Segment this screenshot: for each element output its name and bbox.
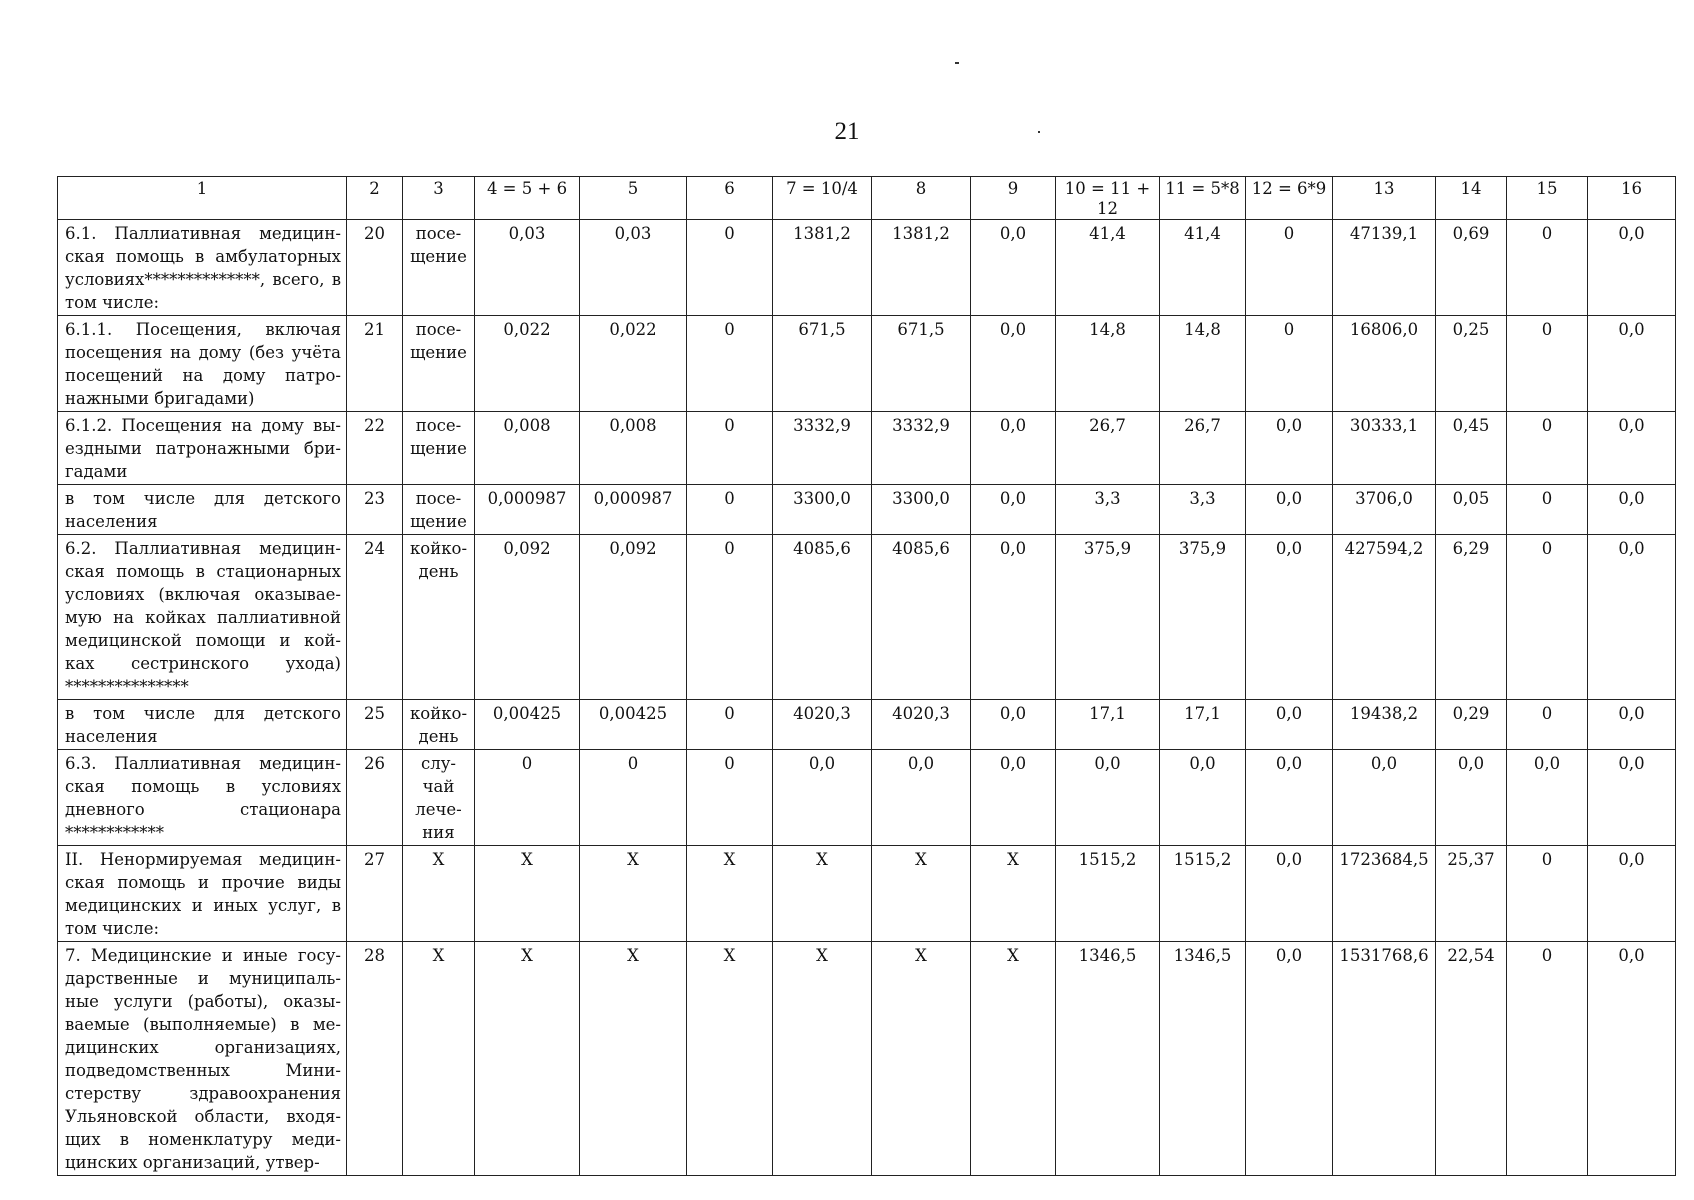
- table-cell: 0,008: [580, 412, 687, 485]
- table-cell: X: [580, 942, 687, 1176]
- row-description: 6.3. Паллиативная медицин-ская помощь в условиях дневного стационара ************: [58, 750, 347, 846]
- table-cell: 0: [1507, 535, 1588, 700]
- table-cell: 0,0: [1333, 750, 1436, 846]
- row-description: 6.1.1. Посещения, включая посещения на дому (без учёта посещений на дому патро-нажными бригадами): [58, 316, 347, 412]
- table-cell: X: [687, 846, 773, 942]
- table-cell: посе-щение: [403, 412, 475, 485]
- table-cell: 0,0: [1588, 846, 1676, 942]
- table-cell: 0,0: [872, 750, 971, 846]
- table-cell: 0,0: [773, 750, 872, 846]
- table-cell: 0,29: [1436, 700, 1507, 750]
- table-cell: 25,37: [1436, 846, 1507, 942]
- column-header: 13: [1333, 177, 1436, 220]
- table-cell: 0: [1246, 316, 1333, 412]
- table-cell: 26: [347, 750, 403, 846]
- table-cell: 26,7: [1056, 412, 1160, 485]
- table-cell: 0,05: [1436, 485, 1507, 535]
- table-cell: 3,3: [1056, 485, 1160, 535]
- table-cell: 0,0: [1436, 750, 1507, 846]
- scan-mark: [955, 62, 959, 64]
- table-cell: X: [475, 846, 580, 942]
- table-cell: койко-день: [403, 700, 475, 750]
- column-number-row: [58, 177, 1676, 220]
- row-description: 6.1. Паллиативная медицин-ская помощь в амбулаторных условиях**************, всего, в том числе:: [58, 220, 347, 316]
- table-cell: X: [475, 942, 580, 1176]
- table-cell: 0: [687, 412, 773, 485]
- table-cell: 0,0: [1246, 485, 1333, 535]
- table-cell: X: [687, 942, 773, 1176]
- table-cell: 27: [347, 846, 403, 942]
- table-cell: X: [971, 942, 1056, 1176]
- table-cell: X: [403, 942, 475, 1176]
- table-cell: 1381,2: [773, 220, 872, 316]
- table-cell: X: [773, 846, 872, 942]
- table-cell: 17,1: [1056, 700, 1160, 750]
- table-row: [58, 846, 1676, 942]
- table-cell: 4085,6: [872, 535, 971, 700]
- column-header: 16: [1588, 177, 1676, 220]
- column-header: 12 = 6*9: [1246, 177, 1333, 220]
- table-cell: 0,022: [580, 316, 687, 412]
- table-cell: 0,0: [1056, 750, 1160, 846]
- table-cell: 4085,6: [773, 535, 872, 700]
- table-cell: 4020,3: [773, 700, 872, 750]
- table-cell: 1346,5: [1056, 942, 1160, 1176]
- table-cell: посе-щение: [403, 316, 475, 412]
- table-cell: 0,0: [971, 316, 1056, 412]
- medical-care-cost-table: [57, 176, 1676, 1176]
- table-cell: 0,000987: [475, 485, 580, 535]
- table-cell: 0,0: [971, 750, 1056, 846]
- table-cell: 0,0: [1588, 700, 1676, 750]
- table-cell: 375,9: [1160, 535, 1246, 700]
- table-cell: 1531768,6: [1333, 942, 1436, 1176]
- table-cell: 0: [687, 535, 773, 700]
- column-header: 9: [971, 177, 1056, 220]
- table-cell: X: [971, 846, 1056, 942]
- table-cell: 19438,2: [1333, 700, 1436, 750]
- table-cell: 0: [687, 485, 773, 535]
- table-cell: 0,69: [1436, 220, 1507, 316]
- table-cell: 0: [687, 700, 773, 750]
- table-cell: 0,0: [1246, 846, 1333, 942]
- table-cell: 0,0: [1246, 700, 1333, 750]
- column-header: 10 = 11 + 12: [1056, 177, 1160, 220]
- table-cell: 0,000987: [580, 485, 687, 535]
- table-cell: 0,0: [1246, 535, 1333, 700]
- column-header: 14: [1436, 177, 1507, 220]
- column-header: 3: [403, 177, 475, 220]
- table-row: [58, 412, 1676, 485]
- table-cell: посе-щение: [403, 485, 475, 535]
- table-cell: 3300,0: [773, 485, 872, 535]
- table-cell: 0,022: [475, 316, 580, 412]
- column-header: 5: [580, 177, 687, 220]
- table-row: [58, 220, 1676, 316]
- table-cell: 14,8: [1056, 316, 1160, 412]
- table-cell: 1723684,5: [1333, 846, 1436, 942]
- table-cell: X: [773, 942, 872, 1176]
- table-cell: 21: [347, 316, 403, 412]
- table-cell: 0: [1507, 412, 1588, 485]
- table-row: [58, 942, 1676, 1176]
- table-cell: 26,7: [1160, 412, 1246, 485]
- table-cell: 0,0: [1160, 750, 1246, 846]
- table-cell: 0,00425: [580, 700, 687, 750]
- table-cell: X: [403, 846, 475, 942]
- table-cell: 375,9: [1056, 535, 1160, 700]
- table-cell: 0: [475, 750, 580, 846]
- row-description: II. Ненормируемая медицин-ская помощь и прочие виды медицинских и иных услуг, в том числе:: [58, 846, 347, 942]
- row-description: 7. Медицинские и иные госу-дарственные и муниципаль-ные услуги (работы), оказы-ваемые (выполняемые) в ме-дицинских организациях, подведомственных Мини-стерству здравоохранения Ульяновской области, входя-щих в номенклатуру меди-цинских организаций, утвер-: [58, 942, 347, 1176]
- table-cell: 0,0: [1588, 412, 1676, 485]
- table-cell: 41,4: [1160, 220, 1246, 316]
- table-cell: 0,0: [1588, 750, 1676, 846]
- table-cell: 0: [580, 750, 687, 846]
- table-cell: 0,092: [580, 535, 687, 700]
- table-cell: 3,3: [1160, 485, 1246, 535]
- table-row: [58, 485, 1676, 535]
- table-cell: слу-чай лече-ния: [403, 750, 475, 846]
- table-cell: 4020,3: [872, 700, 971, 750]
- table-cell: 17,1: [1160, 700, 1246, 750]
- table-row: [58, 316, 1676, 412]
- column-header: 1: [58, 177, 347, 220]
- row-description: в том числе для детского населения: [58, 700, 347, 750]
- column-header: 15: [1507, 177, 1588, 220]
- table-cell: 0,0: [971, 485, 1056, 535]
- table-cell: 22: [347, 412, 403, 485]
- table-cell: 0,0: [971, 220, 1056, 316]
- table-cell: 0,0: [1246, 412, 1333, 485]
- table-cell: 0: [1246, 220, 1333, 316]
- table-cell: 28: [347, 942, 403, 1176]
- table-cell: 16806,0: [1333, 316, 1436, 412]
- table-row: [58, 535, 1676, 700]
- table-cell: X: [872, 846, 971, 942]
- table-cell: 23: [347, 485, 403, 535]
- table-cell: 3332,9: [773, 412, 872, 485]
- column-header: 7 = 10/4: [773, 177, 872, 220]
- table-cell: 0,0: [1588, 535, 1676, 700]
- table-cell: 3300,0: [872, 485, 971, 535]
- row-description: 6.1.2. Посещения на дому вы-ездными патронажными бри-гадами: [58, 412, 347, 485]
- table-cell: X: [872, 942, 971, 1176]
- table-cell: 0,0: [1246, 750, 1333, 846]
- table-cell: 30333,1: [1333, 412, 1436, 485]
- table-cell: 41,4: [1056, 220, 1160, 316]
- column-header: 4 = 5 + 6: [475, 177, 580, 220]
- column-header: 6: [687, 177, 773, 220]
- table-cell: 0: [1507, 485, 1588, 535]
- table-cell: 1346,5: [1160, 942, 1246, 1176]
- table-cell: 0: [1507, 316, 1588, 412]
- table-cell: 0,0: [1588, 316, 1676, 412]
- scan-mark: [1038, 131, 1040, 133]
- table-cell: 0,0: [1246, 942, 1333, 1176]
- table-cell: 0: [687, 316, 773, 412]
- table-cell: 14,8: [1160, 316, 1246, 412]
- table-cell: 1515,2: [1160, 846, 1246, 942]
- table-cell: 0,45: [1436, 412, 1507, 485]
- table-cell: 1515,2: [1056, 846, 1160, 942]
- table-cell: 0,0: [1507, 750, 1588, 846]
- table-cell: 0: [1507, 700, 1588, 750]
- table-cell: 0,0: [971, 412, 1056, 485]
- column-header: 2: [347, 177, 403, 220]
- table-cell: 0,0: [971, 700, 1056, 750]
- row-description: в том числе для детского населения: [58, 485, 347, 535]
- table-cell: 3706,0: [1333, 485, 1436, 535]
- table-cell: 47139,1: [1333, 220, 1436, 316]
- table-cell: 0,03: [475, 220, 580, 316]
- table-cell: 0,0: [1588, 942, 1676, 1176]
- table-cell: 0: [1507, 220, 1588, 316]
- row-description: 6.2. Паллиативная медицин-ская помощь в стационарных условиях (включая оказывае-мую на койках паллиативной медицинской помощи и кой-ках сестринского ухода) ***************: [58, 535, 347, 700]
- table-cell: 0,25: [1436, 316, 1507, 412]
- table-cell: посе-щение: [403, 220, 475, 316]
- table-cell: 0: [687, 220, 773, 316]
- table-cell: 0,008: [475, 412, 580, 485]
- table-cell: 0,00425: [475, 700, 580, 750]
- column-header: 11 = 5*8: [1160, 177, 1246, 220]
- table-cell: 0,03: [580, 220, 687, 316]
- table-cell: 20: [347, 220, 403, 316]
- table-cell: 671,5: [773, 316, 872, 412]
- table-cell: 0: [687, 750, 773, 846]
- table-cell: 0: [1507, 942, 1588, 1176]
- table-cell: 0,0: [1588, 485, 1676, 535]
- table-cell: 0,0: [1588, 220, 1676, 316]
- table-cell: 0,092: [475, 535, 580, 700]
- page-number: 21: [834, 118, 860, 145]
- table-cell: 22,54: [1436, 942, 1507, 1176]
- column-header: 8: [872, 177, 971, 220]
- table-cell: 6,29: [1436, 535, 1507, 700]
- table-cell: 427594,2: [1333, 535, 1436, 700]
- table-cell: 0: [1507, 846, 1588, 942]
- table-row: [58, 700, 1676, 750]
- table-cell: 1381,2: [872, 220, 971, 316]
- table-cell: 0,0: [971, 535, 1056, 700]
- table-cell: 671,5: [872, 316, 971, 412]
- table-cell: койко-день: [403, 535, 475, 700]
- table-cell: 24: [347, 535, 403, 700]
- table-row: [58, 750, 1676, 846]
- table-cell: 3332,9: [872, 412, 971, 485]
- table-cell: 25: [347, 700, 403, 750]
- table-cell: X: [580, 846, 687, 942]
